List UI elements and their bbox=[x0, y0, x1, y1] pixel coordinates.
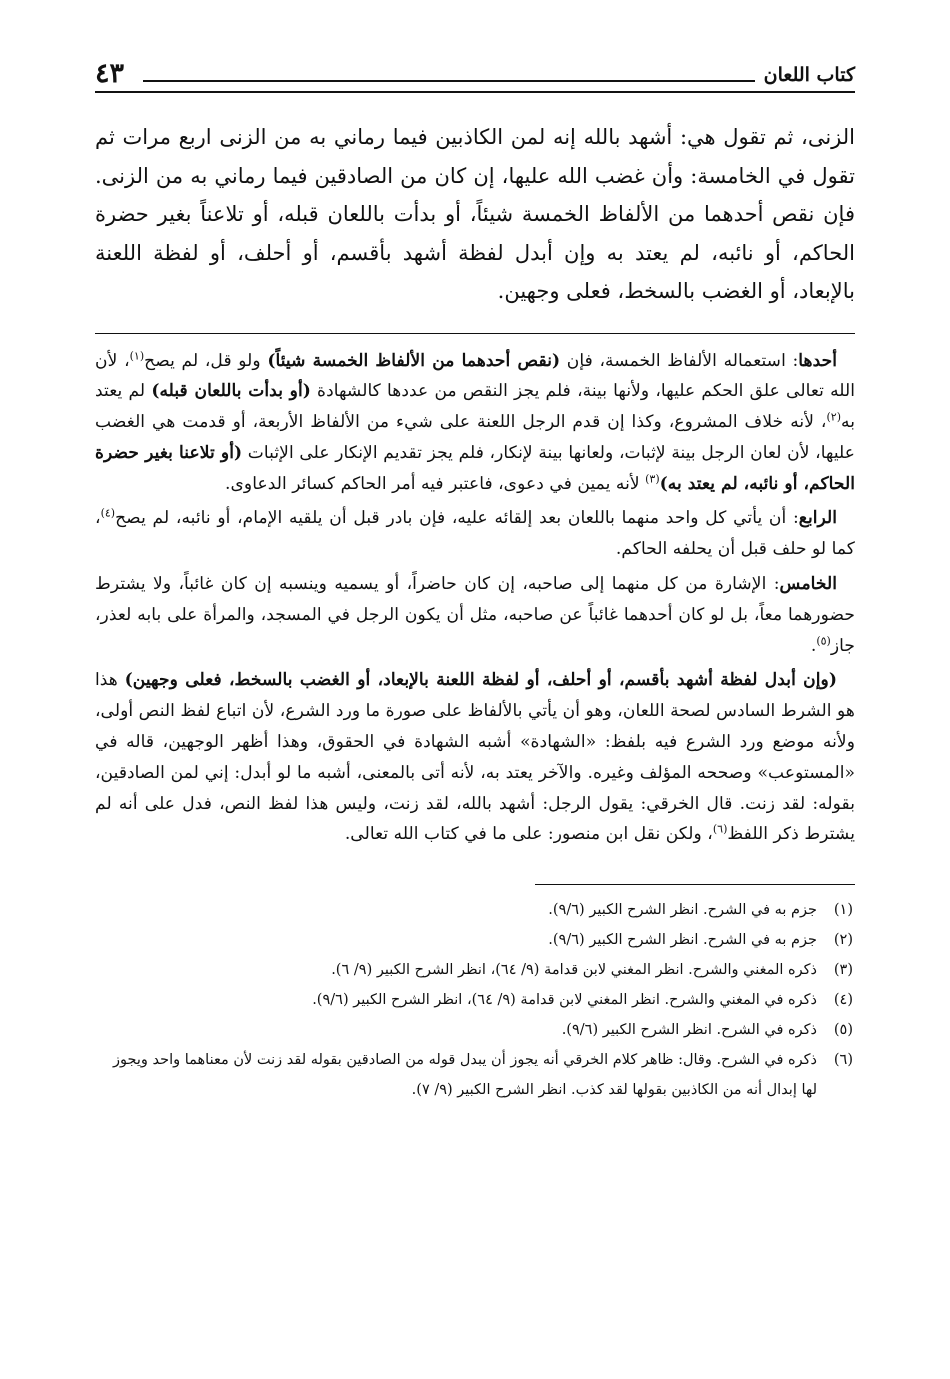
footnotes-list bbox=[95, 895, 855, 1105]
matn-quote: (أو تلاعنا بغير حضرة الحاكم، أو نائبه، لم يعتد به) bbox=[95, 442, 855, 494]
sharh-paragraph-1 bbox=[95, 346, 855, 500]
sharh-text: : الإشارة من كل منهما إلى صاحبه، إن كان حاضراً، أو يسميه وينسبه إن كان غائباً، ولا يشترط حضورهما معاً، بل لو كان أحدهما غائباً عن صاحبه، مثل أن يكون الرجل في المسجد، والمرأة على بابه لعذر، جاز bbox=[95, 574, 855, 656]
sharh-commentary bbox=[95, 346, 855, 851]
matn-quote: (وإن أبدل لفظة أشهد بأقسم، أو أحلف، أو لفظة اللعنة بالإبعاد، أو الغضب بالسخط، فعلى وجهين) bbox=[124, 670, 837, 691]
footnote-marker-2[interactable]: (٢) bbox=[826, 410, 841, 424]
footnote-text: ذكره في الشرح. انظر الشرح الكبير (٩/٦). bbox=[561, 1022, 817, 1039]
footnote-number: (٦) bbox=[833, 1052, 853, 1069]
sharh-text: : استعماله الألفاظ الخمسة، فإن bbox=[560, 350, 799, 371]
sharh-text: ، ولكن نقل ابن منصور: على ما في كتاب الله تعالى. bbox=[344, 824, 713, 845]
footnote-number: (٤) bbox=[833, 992, 853, 1009]
page-header bbox=[95, 48, 855, 92]
footnote-item bbox=[95, 955, 855, 985]
footnote-marker-3[interactable]: (٣) bbox=[645, 471, 660, 485]
footnote-marker-5[interactable]: (٥) bbox=[816, 633, 831, 647]
footnote-item bbox=[95, 925, 855, 955]
book-page bbox=[95, 48, 855, 1105]
footnote-item bbox=[95, 1045, 855, 1105]
sharh-paragraph-3 bbox=[95, 569, 855, 661]
matn-text-block bbox=[95, 118, 855, 311]
sharh-text: ، كما لو حلف قبل أن يحلفه الحاكم. bbox=[95, 508, 855, 560]
matn-paragraph: الزنى، ثم تقول هي: أشهد بالله إنه لمن الكاذبين فيما رماني به من الزنى اربع مرات ثم تقول في الخامسة: وأن غضب الله عليها، إن كان من الصادقين فيما رماني به من الزنى. فإن نقص أحدهما من الألفاظ الخمسة شيئاً، أو بدأت باللعان قبله، أو تلاعناً بغير حضرة الحاكم، أو نائبه، لم يعتد به وإن أبدل لفظة أشهد بأقسم، أو أحلف، أو لفظة اللعنة بالإبعاد، أو الغضب بالسخط، فعلى وجهين. bbox=[95, 125, 855, 303]
header-rule bbox=[143, 80, 755, 82]
sharh-text: ، لأنه خلاف المشروع، وكذا إن قدم الرجل اللعنة على شيء من الألفاظ الأربعة، أو قدمت هي الغضب عليها، لأن لعان الرجل بينة لإثبات، ولعانها بينة لإنكار، فلم يجز تقديم الإنكار على الإثبات bbox=[95, 412, 855, 463]
sharh-text: : أن يأتي كل واحد منهما باللعان بعد إلقائه عليه، فإن بادر قبل أن يلقيه الإمام، أو نائبه، لم يصح bbox=[115, 508, 799, 529]
sharh-paragraph-2 bbox=[95, 503, 855, 565]
section-head-fifth: الخامس bbox=[779, 574, 837, 595]
matn-sharh-divider bbox=[95, 333, 855, 334]
running-title: كتاب اللعان bbox=[763, 64, 855, 86]
sharh-paragraph-4 bbox=[95, 665, 855, 850]
page-number: ٤٣ bbox=[95, 58, 125, 89]
matn-quote: (نقص أحدهما من الألفاظ الخمسة شيئاً) bbox=[267, 350, 561, 371]
footnote-item bbox=[95, 985, 855, 1015]
sharh-text: هذا هو الشرط السادس لصحة اللعان، وهو أن يأتي بالألفاظ على صورة ما ورد الشرع، لأن اتباع لفظ النص أولى، ولأنه موضع ورد الشرع فيه بلفظ: «الشهادة» أشبه الشهادة في الحقوق، وهذا أظهر الوجهين، قاله في «المستوعب» وصححه المؤلف وغيره. والآخر يعتد به، لأنه أتى بالمعنى، أشبه ما لو أبدل: إني لمن الصادقين، بقوله: لقد زنت. قال الخرقي: يقول الرجل: أشهد بالله، لقد زنت، وليس هذا لفظ النص، فدل على أنه لم يشترط ذكر اللفظ bbox=[95, 670, 855, 845]
sharh-text: ولو قل، لم يصح bbox=[144, 350, 268, 371]
footnote-text: جزم به في الشرح. انظر الشرح الكبير (٩/٦). bbox=[548, 902, 817, 919]
footnote-marker-1[interactable]: (١) bbox=[129, 348, 145, 362]
matn-quote: (أو بدأت باللعان قبله) bbox=[151, 381, 311, 402]
footnote-number: (٢) bbox=[833, 932, 853, 949]
header-rule-full bbox=[95, 91, 855, 93]
footnotes-rule bbox=[535, 884, 855, 885]
section-head-fourth: الرابع bbox=[798, 508, 837, 529]
footnote-number: (٣) bbox=[833, 962, 853, 979]
footnote-text: جزم به في الشرح. انظر الشرح الكبير (٩/٦). bbox=[548, 932, 817, 949]
footnote-marker-6[interactable]: (٦) bbox=[712, 822, 728, 836]
sharh-text: لأنه يمين في دعوى، فاعتبر فيه أمر الحاكم كسائر الدعاوى. bbox=[224, 473, 646, 494]
footnote-number: (١) bbox=[833, 902, 853, 919]
footnote-item bbox=[95, 895, 855, 925]
footnote-number: (٥) bbox=[833, 1022, 853, 1039]
footnote-text: ذكره المغني والشرح. انظر المغني لابن قدامة (٩/ ٦٤)، انظر الشرح الكبير (٩/ ٦). bbox=[331, 962, 817, 979]
footnote-text: ذكره في الشرح. وقال: ظاهر كلام الخرقي أنه يجوز أن يبدل قوله من الصادقين بقوله لقد زنت لأن معناهما واحد ويجوز لها إبدال أنه من الكاذبين بقولها لقد كذب. انظر الشرح الكبير (٩/ ٧). bbox=[113, 1052, 817, 1099]
section-head-first: أحدها bbox=[798, 350, 838, 371]
sharh-text: لم يعتد به bbox=[95, 381, 855, 433]
footnote-marker-4[interactable]: (٤) bbox=[100, 506, 116, 520]
footnote-item bbox=[95, 1015, 855, 1045]
footnote-text: ذكره في المغني والشرح. انظر المغني لابن قدامة (٩/ ٦٤)، انظر الشرح الكبير (٩/٦). bbox=[312, 992, 817, 1009]
sharh-text: . bbox=[810, 635, 817, 656]
sharh-text: ، لأن الله تعالى علق الحكم عليها، ولأنها بينة، فلم يجز النقص من عددها كالشهادة bbox=[95, 350, 855, 402]
